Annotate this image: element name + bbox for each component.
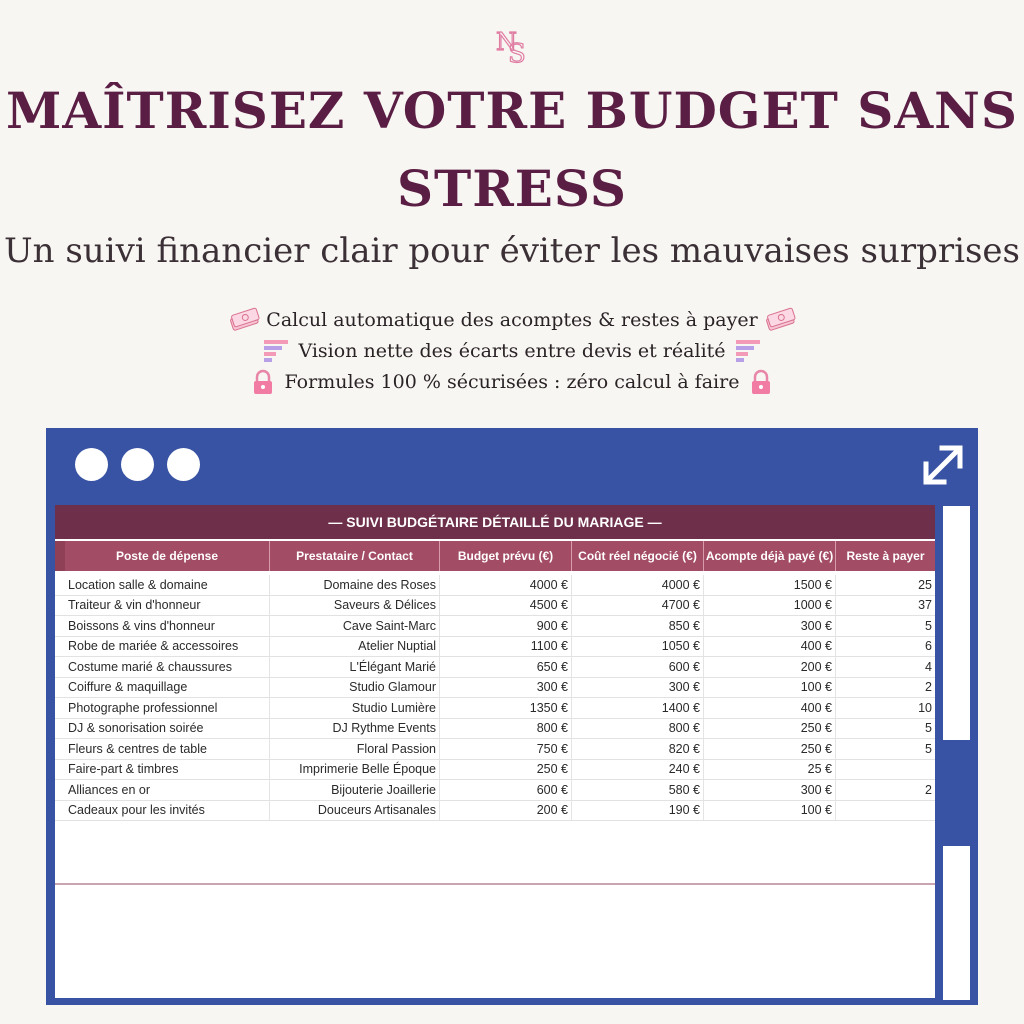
table-cell[interactable]: 800 €	[440, 719, 572, 739]
table-cell[interactable]: 1400 €	[572, 698, 704, 718]
column-header[interactable]: Reste à payer	[846, 549, 925, 563]
column-header[interactable]: Acompte déjà payé (€)	[704, 541, 836, 571]
table-cell[interactable]: Alliances en or	[65, 780, 270, 800]
table-cell[interactable]: 300 €	[572, 678, 704, 698]
table-row	[55, 596, 935, 617]
spreadsheet[interactable]	[55, 505, 935, 998]
table-cell[interactable]: 2	[925, 782, 932, 797]
table-cell[interactable]: 300 €	[440, 678, 572, 698]
table-cell[interactable]: 25 €	[704, 760, 836, 780]
money-stack-icon	[228, 307, 260, 333]
column-header[interactable]: Coût réel négocié (€)	[572, 541, 704, 571]
expand-icon[interactable]	[918, 440, 968, 490]
feature-list	[0, 304, 1024, 397]
table-cell[interactable]: 1350 €	[440, 698, 572, 718]
table-row	[55, 575, 935, 596]
table-cell[interactable]: DJ & sonorisation soirée	[65, 719, 270, 739]
table-cell[interactable]: 200 €	[704, 657, 836, 677]
row-stub	[55, 596, 65, 616]
bar-chart-icon	[732, 338, 764, 364]
scrollbar-top[interactable]	[943, 506, 970, 740]
table-cell[interactable]: 100 €	[704, 801, 836, 821]
table-cell[interactable]: Imprimerie Belle Époque	[270, 760, 440, 780]
feature-text: Vision nette des écarts entre devis et réalité	[298, 339, 726, 362]
table-cell[interactable]: 190 €	[572, 801, 704, 821]
table-cell[interactable]: 850 €	[572, 616, 704, 636]
table-cell[interactable]: 10	[918, 700, 932, 715]
table-cell[interactable]: 250 €	[440, 760, 572, 780]
window-dot-close[interactable]	[75, 448, 108, 481]
table-cell[interactable]: 5	[925, 618, 932, 633]
column-header[interactable]: Poste de dépense	[65, 541, 270, 571]
table-cell[interactable]: Location salle & domaine	[65, 575, 270, 595]
table-cell[interactable]: 100 €	[704, 678, 836, 698]
row-stub	[55, 760, 65, 780]
table-cell[interactable]: 800 €	[572, 719, 704, 739]
table-cell[interactable]: 6	[925, 639, 932, 654]
table-cell[interactable]	[836, 801, 935, 821]
table-cell[interactable]: Traiteur & vin d'honneur	[65, 596, 270, 616]
table-cell[interactable]: 300 €	[704, 780, 836, 800]
table-cell[interactable]: 1050 €	[572, 637, 704, 657]
table-row	[55, 678, 935, 699]
table-cell[interactable]: 1100 €	[440, 637, 572, 657]
table-body	[55, 575, 935, 821]
table-row	[55, 739, 935, 760]
table-cell[interactable]: Coiffure & maquillage	[65, 678, 270, 698]
table-cell[interactable]: Fleurs & centres de table	[65, 739, 270, 759]
table-cell[interactable]: 300 €	[704, 616, 836, 636]
table-cell[interactable]: DJ Rythme Events	[270, 719, 440, 739]
table-cell[interactable]: Robe de mariée & accessoires	[65, 637, 270, 657]
subtitle: Un suivi financier clair pour éviter les mauvaises surprises	[3, 231, 1020, 271]
row-stub	[55, 575, 65, 595]
header-stub	[55, 541, 65, 571]
feature-item	[0, 304, 1024, 335]
table-row	[55, 780, 935, 801]
table-cell[interactable]: L'Élégant Marié	[270, 657, 440, 677]
table-cell[interactable]: 400 €	[704, 637, 836, 657]
table-cell[interactable]: Floral Passion	[270, 739, 440, 759]
table-cell[interactable]: Bijouterie Joaillerie	[270, 780, 440, 800]
table-cell[interactable]: 750 €	[440, 739, 572, 759]
table-cell[interactable]: 2	[925, 680, 932, 695]
table-cell[interactable]: 25	[918, 577, 932, 592]
column-header[interactable]: Budget prévu (€)	[440, 541, 572, 571]
row-stub	[55, 657, 65, 677]
table-cell[interactable]: 1000 €	[704, 596, 836, 616]
row-stub	[55, 616, 65, 636]
table-cell[interactable]: 4	[925, 659, 932, 674]
svg-text:N: N	[496, 28, 517, 56]
headline	[0, 72, 1024, 228]
table-cell[interactable]: 5	[925, 721, 932, 736]
table-cell[interactable]: Faire-part & timbres	[65, 760, 270, 780]
bar-chart-icon	[260, 338, 292, 364]
table-cell[interactable]: 4000 €	[440, 575, 572, 595]
scrollbar-bottom[interactable]	[943, 846, 970, 1000]
column-header[interactable]: Prestataire / Contact	[270, 541, 440, 571]
table-cell[interactable]: 900 €	[440, 616, 572, 636]
table-cell[interactable]: Douceurs Artisanales	[270, 801, 440, 821]
table-row	[55, 760, 935, 781]
table-cell[interactable]: Cave Saint-Marc	[270, 616, 440, 636]
table-cell[interactable]: 200 €	[440, 801, 572, 821]
row-stub	[55, 698, 65, 718]
svg-text:S: S	[508, 39, 526, 66]
table-row	[55, 698, 935, 719]
row-stub	[55, 637, 65, 657]
header-row	[55, 541, 935, 571]
table-cell[interactable]: 820 €	[572, 739, 704, 759]
table-cell[interactable]: 5	[925, 741, 932, 756]
table-cell[interactable]: 37	[918, 598, 932, 613]
table-cell[interactable]: 250 €	[704, 719, 836, 739]
table-row	[55, 719, 935, 740]
feature-item	[0, 335, 1024, 366]
table-cell[interactable]: 600 €	[572, 657, 704, 677]
table-row	[55, 801, 935, 822]
table-cell[interactable]: Cadeaux pour les invités	[65, 801, 270, 821]
table-cell[interactable]: Atelier Nuptial	[270, 637, 440, 657]
table-cell[interactable]: Domaine des Roses	[270, 575, 440, 595]
row-stub	[55, 801, 65, 821]
headline-line2: STRESS	[396, 159, 628, 218]
table-cell[interactable]: 4000 €	[572, 575, 704, 595]
row-stub	[55, 739, 65, 759]
table-bottom-border	[55, 883, 935, 885]
table-cell[interactable]: Photographe professionnel	[65, 698, 270, 718]
table-row	[55, 616, 935, 637]
ns-logo	[492, 24, 532, 66]
table-cell[interactable]: Studio Glamour	[270, 678, 440, 698]
window-dot-minimize[interactable]	[121, 448, 154, 481]
table-cell[interactable]: 240 €	[572, 760, 704, 780]
app-window	[46, 428, 978, 1005]
row-stub	[55, 780, 65, 800]
table-cell[interactable]: 4700 €	[572, 596, 704, 616]
table-cell[interactable]: 600 €	[440, 780, 572, 800]
table-cell[interactable]: 250 €	[704, 739, 836, 759]
table-row	[55, 657, 935, 678]
feature-text: Formules 100 % sécurisées : zéro calcul à faire	[284, 370, 740, 393]
table-cell[interactable]	[836, 760, 935, 780]
table-cell[interactable]: 400 €	[704, 698, 836, 718]
lock-icon	[247, 369, 279, 395]
table-cell[interactable]: 650 €	[440, 657, 572, 677]
feature-item	[0, 366, 1024, 397]
row-stub	[55, 678, 65, 698]
table-cell[interactable]: 580 €	[572, 780, 704, 800]
table-cell[interactable]: Studio Lumière	[270, 698, 440, 718]
window-dot-maximize[interactable]	[167, 448, 200, 481]
sheet-title: — SUIVI BUDGÉTAIRE DÉTAILLÉ DU MARIAGE —	[55, 505, 935, 539]
money-stack-icon	[764, 307, 796, 333]
row-stub	[55, 719, 65, 739]
table-cell[interactable]: Boissons & vins d'honneur	[65, 616, 270, 636]
headline-line1: MAÎTRISEZ VOTRE BUDGET SANS	[6, 81, 1018, 140]
lock-icon	[745, 369, 777, 395]
table-cell[interactable]: Saveurs & Délices	[270, 596, 440, 616]
table-cell[interactable]: 1500 €	[704, 575, 836, 595]
table-row	[55, 637, 935, 658]
table-cell[interactable]: Costume marié & chaussures	[65, 657, 270, 677]
table-cell[interactable]: 4500 €	[440, 596, 572, 616]
feature-text: Calcul automatique des acomptes & restes à payer	[266, 308, 758, 331]
